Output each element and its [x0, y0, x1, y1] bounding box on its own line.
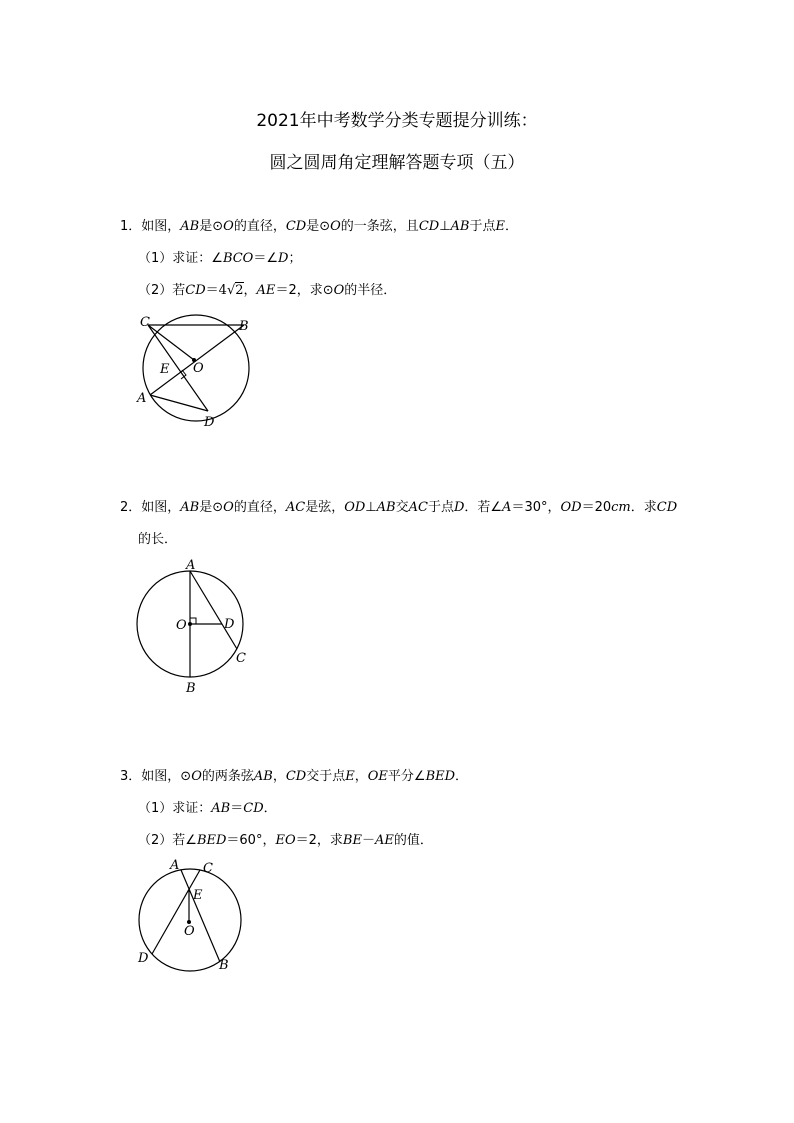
text: 是⊙ [199, 219, 224, 234]
var: AB [253, 769, 273, 784]
var: O [191, 769, 202, 784]
text: ＝30°， [511, 500, 561, 515]
line-co [148, 325, 194, 360]
text: 如图，⊙ [141, 769, 192, 784]
label-o: O [184, 924, 195, 939]
var: AE [374, 833, 394, 848]
text: 交于点 [306, 769, 346, 784]
var: D [278, 251, 289, 266]
var: BE [342, 833, 362, 848]
var: cm [611, 500, 631, 515]
text: 是⊙ [306, 219, 331, 234]
center-dot [188, 622, 192, 626]
var: E [345, 769, 355, 784]
problem-3-stem [120, 768, 468, 786]
text: 是弦， [305, 500, 345, 515]
text: ＝∠ [253, 251, 278, 266]
text: ＝60°， [226, 833, 276, 848]
problem-1-part-2 [138, 282, 396, 300]
text: ＝ [230, 801, 244, 816]
var: BED [425, 769, 456, 784]
var: O [223, 500, 234, 515]
text: 的半径． [344, 283, 397, 298]
figure-2 [128, 556, 260, 696]
figure-3 [128, 856, 248, 976]
line-ad [150, 395, 208, 411]
label-c: C [140, 315, 150, 330]
text: ． [263, 801, 277, 816]
text: ； [288, 251, 302, 266]
problem-number: 1． [120, 219, 142, 234]
problem-3-part-2 [138, 832, 433, 850]
text: 的一条弦，且 [340, 219, 419, 234]
text: － [361, 833, 375, 848]
circle-o [139, 869, 241, 971]
var: BED [196, 833, 227, 848]
var: O [223, 219, 234, 234]
var: AB [450, 219, 470, 234]
var: OD [344, 500, 366, 515]
text: 如图， [141, 500, 181, 515]
text: ⊥ [439, 219, 451, 234]
label-a: A [186, 558, 196, 573]
text: （1）求证：∠ [138, 251, 223, 266]
var: O [330, 219, 341, 234]
line-ac [190, 571, 237, 649]
var: AE [256, 283, 276, 298]
text: ⊥ [365, 500, 377, 515]
label-e: E [193, 888, 203, 903]
text: （1）求证： [138, 801, 212, 816]
text: ， [272, 769, 286, 784]
text: 的直径， [233, 500, 286, 515]
var: A [502, 500, 512, 515]
text: ＝ [205, 283, 219, 298]
label-b: B [239, 319, 249, 334]
text: ．若∠ [464, 500, 503, 515]
text: 于点 [427, 500, 454, 515]
var: D [453, 500, 465, 515]
text: ， [354, 769, 368, 784]
problem-1-stem [120, 218, 518, 236]
var: CD [656, 500, 678, 515]
line-ab [150, 325, 244, 395]
var: CD [418, 219, 440, 234]
text: （2）若 [138, 283, 186, 298]
label-d: D [224, 617, 235, 632]
label-a: A [137, 391, 147, 406]
text: ＝2，求⊙ [275, 283, 334, 298]
var: CD [185, 283, 206, 298]
text: ， [243, 283, 257, 298]
var: OD [560, 500, 582, 515]
var: O [333, 283, 345, 298]
text: ＝2，求 [295, 833, 343, 848]
text: 交 [395, 500, 409, 515]
figure-1 [128, 310, 268, 434]
sqrt-radical: √ [226, 283, 236, 298]
line-ab [181, 870, 220, 962]
coef: 4 [218, 283, 227, 298]
text: 于点 [469, 219, 496, 234]
label-o: O [176, 618, 187, 633]
line-cd [152, 870, 200, 954]
var: AB [180, 219, 200, 234]
var: CD [243, 801, 264, 816]
text: 的值． [393, 833, 433, 848]
page-subtitle: 圆之圆周角定理解答题专项（五） [269, 153, 525, 173]
var: BCO [222, 251, 254, 266]
label-e: E [160, 362, 170, 377]
problem-number: 2． [120, 500, 142, 515]
label-o: O [193, 361, 204, 376]
sqrt-radicand: 2 [235, 283, 244, 298]
label-b: B [219, 958, 229, 973]
text: 如图， [141, 219, 181, 234]
var: AB [211, 801, 231, 816]
label-b: B [186, 681, 196, 696]
label-a: A [170, 858, 180, 873]
problem-1-part-1 [138, 250, 301, 268]
page-title: 2021年中考数学分类专题提分训练： [256, 111, 538, 131]
problem-number: 3． [120, 769, 142, 784]
text: 平分∠ [387, 769, 426, 784]
text: ＝20 [581, 500, 612, 515]
var: CD [285, 769, 307, 784]
problem-2-stem [120, 499, 677, 517]
var: AB [376, 500, 396, 515]
var: AC [285, 500, 306, 515]
text: 的直径， [233, 219, 286, 234]
label-c: C [236, 651, 246, 666]
text: （2）若∠ [138, 833, 197, 848]
var: AB [180, 500, 200, 515]
problem-2-stem-line2: 的长． [138, 532, 178, 547]
var: AC [408, 500, 428, 515]
label-c: C [203, 861, 213, 876]
label-d: D [138, 951, 149, 966]
text: ．求 [630, 500, 657, 515]
text: 的两条弦 [201, 769, 254, 784]
problem-3-part-1 [138, 800, 277, 818]
var: CD [285, 219, 307, 234]
var: OE [367, 769, 388, 784]
text: ． [455, 769, 469, 784]
var: EO [275, 833, 296, 848]
var: E [495, 219, 505, 234]
label-d: D [204, 415, 215, 430]
text: 是⊙ [199, 500, 224, 515]
text: ． [504, 219, 518, 234]
